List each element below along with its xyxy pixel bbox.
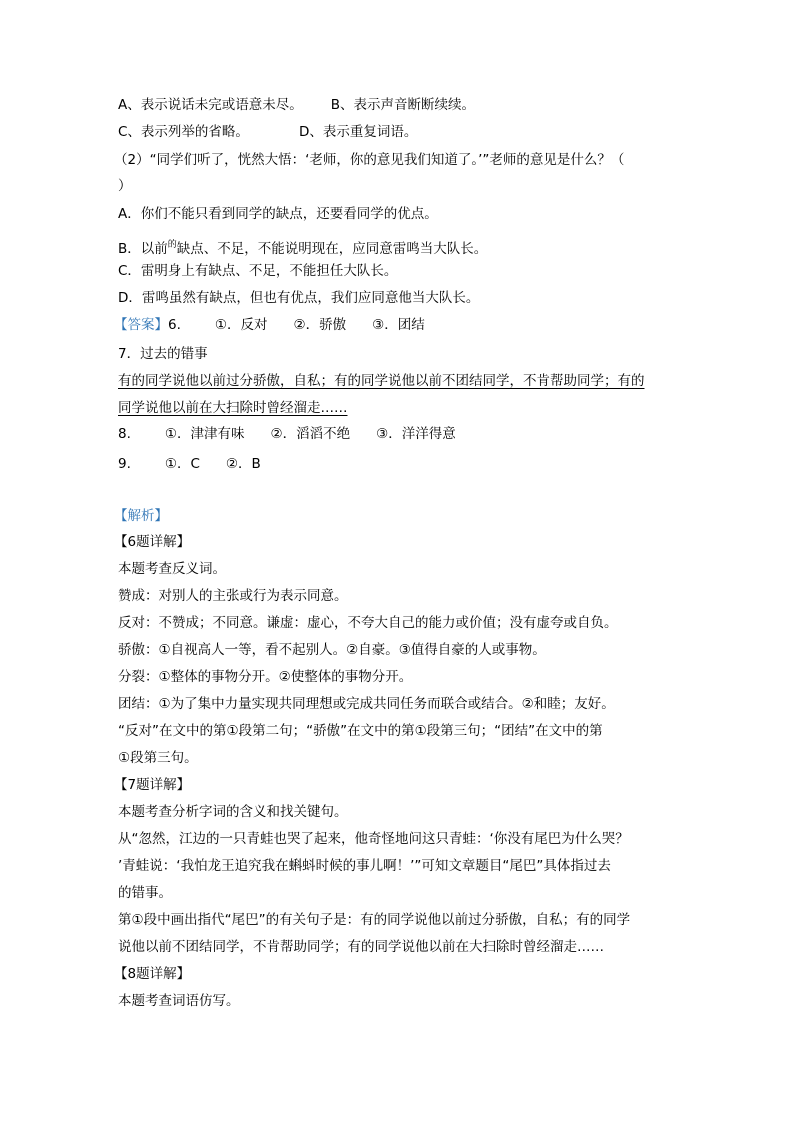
- q6-detail-line-8: ①段第三句。: [118, 750, 198, 766]
- q9-item-1: ①．C: [164, 456, 200, 472]
- q5-sub2-question-cont: ）: [118, 178, 132, 194]
- q5-option-c: C、表示列举的省略。: [118, 124, 249, 140]
- answer-line-q8: [118, 424, 456, 444]
- q5-options-row2: [118, 122, 417, 142]
- q6-detail-line-4: 骄傲：①自视高人一等，看不起别人。②自豪。③值得自豪的人或事物。: [118, 642, 546, 658]
- q8-item-2: ②．滔滔不绝: [270, 426, 351, 442]
- option-b-prefix: B．以前: [118, 241, 168, 257]
- q7-detail-line-1: 本题考查分析字词的含义和找关键句。: [118, 804, 348, 820]
- q6-detail-line-2: 赞成：对别人的主张或行为表示同意。: [118, 588, 348, 604]
- q9-number: 9.: [118, 456, 131, 472]
- q5-option-b: B、表示声音断断续续。: [330, 97, 476, 113]
- answer-q7-underline-1: 有的同学说他以前过分骄傲，自私；有的同学说他以前不团结同学，不肯帮助同学；有的: [118, 373, 645, 389]
- q7-detail-line-5: 第①段中画出指代“尾巴”的有关句子是：有的同学说他以前过分骄傲，自私；有的同学: [118, 912, 631, 928]
- q5-sub2-question: （2）“同学们听了，恍然大悟：‘老师，你的意见我们知道了。’”老师的意见是什么？（: [114, 152, 625, 168]
- q8-item-3: ③．洋洋得意: [376, 426, 456, 442]
- q6-detail-line-1: 本题考查反义词。: [118, 561, 226, 577]
- answer-line-q9: [118, 454, 261, 474]
- analysis-label: 【解析】: [114, 508, 168, 524]
- q5-sub2-option-a: A．你们不能只看到同学的缺点，还要看同学的优点。: [118, 206, 438, 222]
- q6-detail-line-5: 分裂：①整体的事物分开。②使整体的事物分开。: [118, 669, 413, 685]
- answer-label: 【答案】: [114, 317, 168, 333]
- q5-option-d: D、表示重复词语。: [298, 124, 418, 140]
- q7-detail-heading: 【7题详解】: [114, 777, 191, 793]
- q8-number: 8.: [118, 426, 131, 442]
- q6-detail-line-6: 团结：①为了集中力量实现共同理想或完成共同任务而联合或结合。②和睦；友好。: [118, 696, 615, 712]
- q5-options-row1: [118, 95, 475, 115]
- q6-item-3: ③．团结: [372, 317, 425, 333]
- q7-detail-line-3: ’青蛙说：‘我怕龙王追究我在蝌蚪时候的事儿啊！’”可知文章题目“尾巴”具体指过去: [118, 858, 611, 874]
- q6-item-1: ①．反对: [214, 317, 268, 333]
- q7-detail-line-6: 说他以前不团结同学，不肯帮助同学；有的同学说他以前在大扫除时曾经溜走……: [118, 939, 604, 955]
- q6-number: 6.: [168, 317, 181, 333]
- q6-detail-line-7: “反对”在文中的第①段第二句；“骄傲”在文中的第①段第三句；“团结”在文中的第: [118, 723, 603, 739]
- q8-item-1: ①．津津有味: [164, 426, 245, 442]
- q5-sub2-option-d: D．雷鸣虽然有缺点，但也有优点，我们应同意他当大队长。: [118, 290, 480, 306]
- q5-option-a: A、表示说话未完或语意未尽。: [118, 97, 303, 113]
- q5-sub2-option-c: C．雷明身上有缺点、不足，不能担任大队长。: [118, 263, 398, 279]
- q7-detail-line-2: 从“忽然，江边的一只青蛙也哭了起来，他奇怪地问这只青蛙：‘你没有尾巴为什么哭？: [118, 831, 629, 847]
- option-b-sup: 的: [167, 240, 177, 250]
- q6-detail-heading: 【6题详解】: [114, 534, 191, 550]
- q9-item-2: ②．B: [225, 456, 261, 472]
- q8-detail-line-1: 本题考查词语仿写。: [118, 993, 240, 1009]
- option-b-rest: 缺点、不足，不能说明现在，应同意雷鸣当大队长。: [176, 241, 488, 257]
- answer-q7: 7．过去的错事: [118, 346, 208, 362]
- q7-detail-line-4: 的错事。: [118, 885, 172, 901]
- q6-detail-line-3: 反对：不赞成；不同意。谦虚：虚心，不夸大自己的能力或价值；没有虚夸或自负。: [118, 615, 618, 631]
- answer-q7-underline-2: 同学说他以前在大扫除时曾经溜走……: [118, 400, 348, 416]
- q5-sub2-option-b: [118, 235, 487, 259]
- q8-detail-heading: 【8题详解】: [114, 966, 191, 982]
- q6-item-2: ②．骄傲: [293, 317, 347, 333]
- answer-line-q6: [114, 315, 425, 335]
